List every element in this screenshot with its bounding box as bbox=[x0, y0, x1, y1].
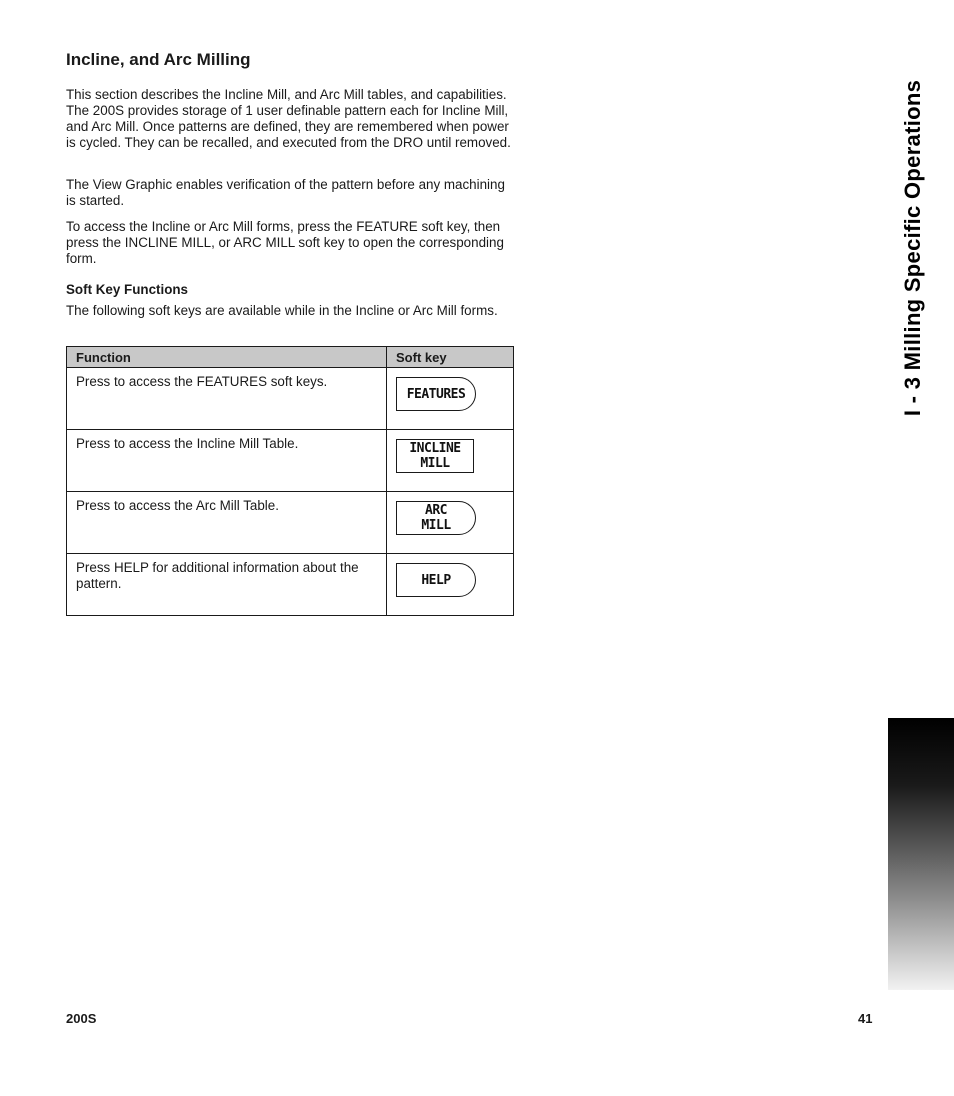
function-cell: Press HELP for additional information about the pattern. bbox=[67, 554, 387, 616]
soft-key-table bbox=[66, 346, 514, 616]
chapter-tab-marker bbox=[888, 718, 954, 990]
section-heading: Incline, and Arc Milling bbox=[66, 50, 251, 69]
arc-mill-softkey-button[interactable]: ARC MILL bbox=[396, 501, 476, 535]
incline-mill-softkey-button[interactable]: INCLINE MILL bbox=[396, 439, 474, 473]
function-cell: Press to access the FEATURES soft keys. bbox=[67, 368, 387, 430]
softkey-cell bbox=[387, 492, 514, 554]
footer-product: 200S bbox=[66, 1011, 97, 1026]
softkey-column-header: Soft key bbox=[387, 347, 514, 368]
softkey-cell bbox=[387, 430, 514, 492]
help-softkey-button[interactable]: HELP bbox=[396, 563, 476, 597]
soft-keys-intro: The following soft keys are available while in the Incline or Arc Mill forms. bbox=[66, 303, 498, 318]
table-header-row bbox=[67, 347, 514, 368]
access-forms-paragraph: To access the Incline or Arc Mill forms, press the FEATURE soft key, then press the INCLINE MILL, or ARC MILL soft key to open the corresponding form. bbox=[66, 219, 504, 266]
table-row bbox=[67, 368, 514, 430]
view-graphic-paragraph: The View Graphic enables verification of the pattern before any machining is started. bbox=[66, 177, 505, 208]
features-softkey-button[interactable]: FEATURES bbox=[396, 377, 476, 411]
soft-key-functions-heading: Soft Key Functions bbox=[66, 282, 189, 297]
table-row bbox=[67, 492, 514, 554]
function-cell: Press to access the Incline Mill Table. bbox=[67, 430, 387, 492]
function-cell: Press to access the Arc Mill Table. bbox=[67, 492, 387, 554]
softkey-cell bbox=[387, 554, 514, 616]
table-row bbox=[67, 554, 514, 616]
intro-paragraph: This section describes the Incline Mill, and Arc Mill tables, and capabilities. The 200S provides storage of 1 user definable pattern each for Incline Mill, and Arc Mill. Once patterns are defined, they are remembered when power is cycled. They can be recalled, and executed from the DRO until removed. bbox=[66, 87, 511, 150]
footer-page-number: 41 bbox=[858, 1011, 873, 1026]
function-column-header: Function bbox=[67, 347, 387, 368]
softkey-cell bbox=[387, 368, 514, 430]
table-row bbox=[67, 430, 514, 492]
chapter-side-title: I - 3 Milling Specific Operations bbox=[900, 79, 925, 417]
